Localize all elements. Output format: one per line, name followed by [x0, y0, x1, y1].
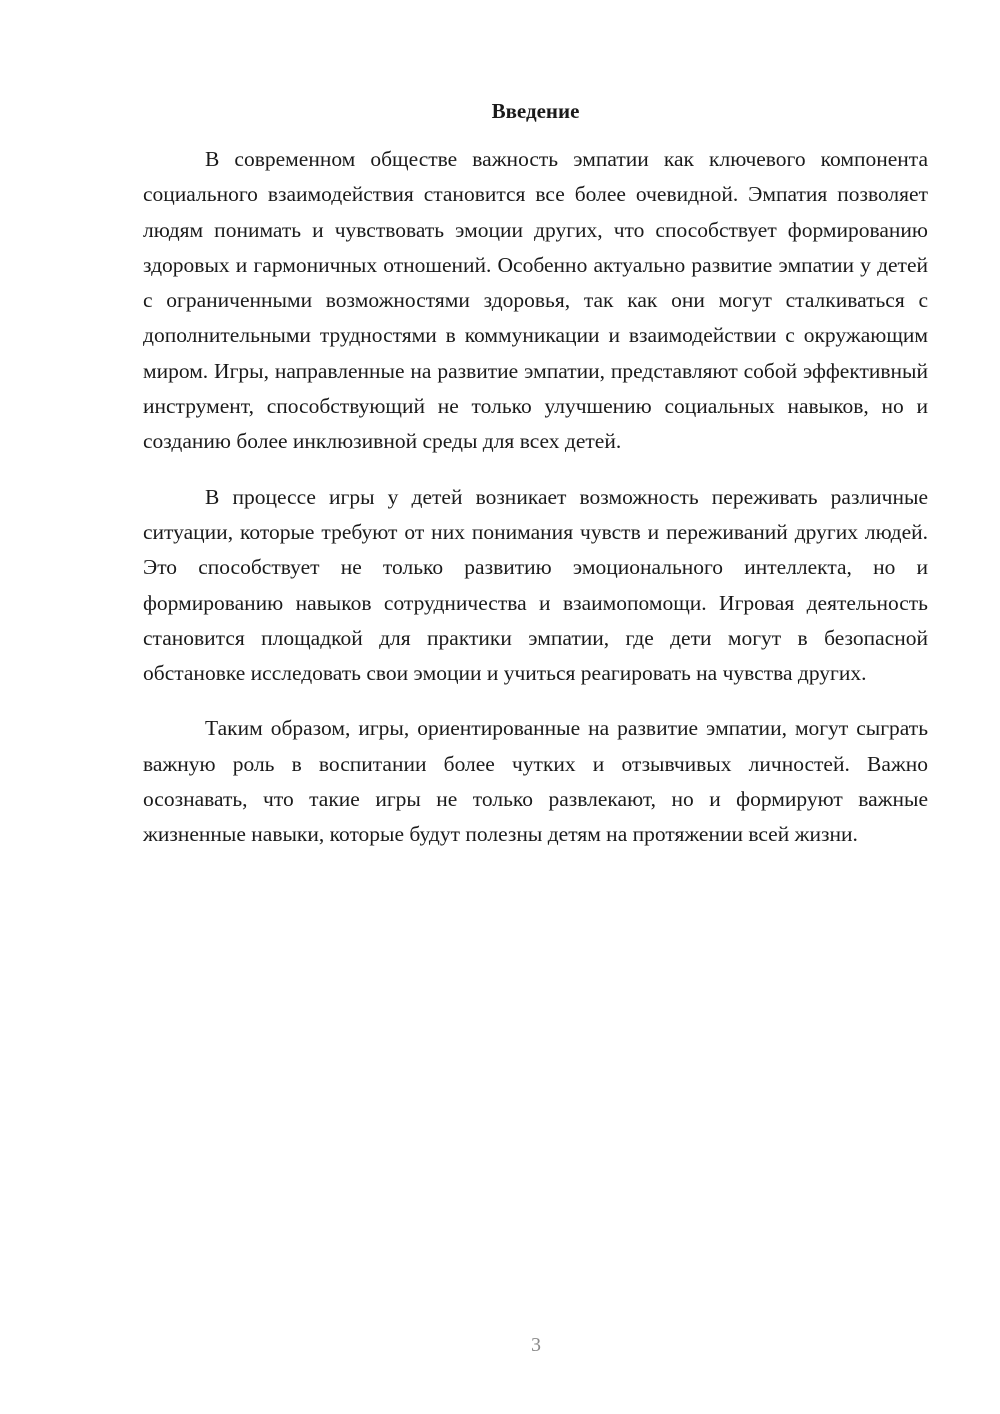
- section-heading: Введение: [491, 99, 580, 123]
- paragraph-2: В процессе игры у детей возникает возможность переживать различные ситуации, которые требуют от них понимания чувств и переживаний других людей. Это способствует не только развитию эмоционального интеллекта, но и формированию навыков сотрудничества и взаимопомощи. Игровая деятельность становится площадкой для практики эмпатии, где дети могут в безопасной обстановке исследовать свои эмоции и учиться реагировать на чувства других.: [143, 484, 928, 686]
- page-number: 3: [531, 1334, 541, 1356]
- paragraph-1: В современном обществе важность эмпатии как ключевого компонента социального взаимодействия становится все более очевидной. Эмпатия позволяет людям понимать и чувствовать эмоции других, что способствует формированию здоровых и гармоничных отношений. Особенно актуально развитие эмпатии у детей с ограниченными возможностями здоровья, так как они могут сталкиваться с дополнительными трудностями в коммуникации и взаимодействии с окружающим миром. Игры, направленные на развитие эмпатии, представляют собой эффективный инструмент, способствующий не только улучшению социальных навыков, но и созданию более инклюзивной среды для всех детей.: [143, 147, 928, 454]
- body-text: [143, 142, 928, 873]
- paragraph-3: Таким образом, игры, ориентированные на развитие эмпатии, могут сыграть важную роль в воспитании более чутких и отзывчивых личностей. Важно осознавать, что такие игры не только развлекают, но и формируют важные жизненные навыки, которые будут полезны детям на протяжении всей жизни.: [143, 716, 928, 847]
